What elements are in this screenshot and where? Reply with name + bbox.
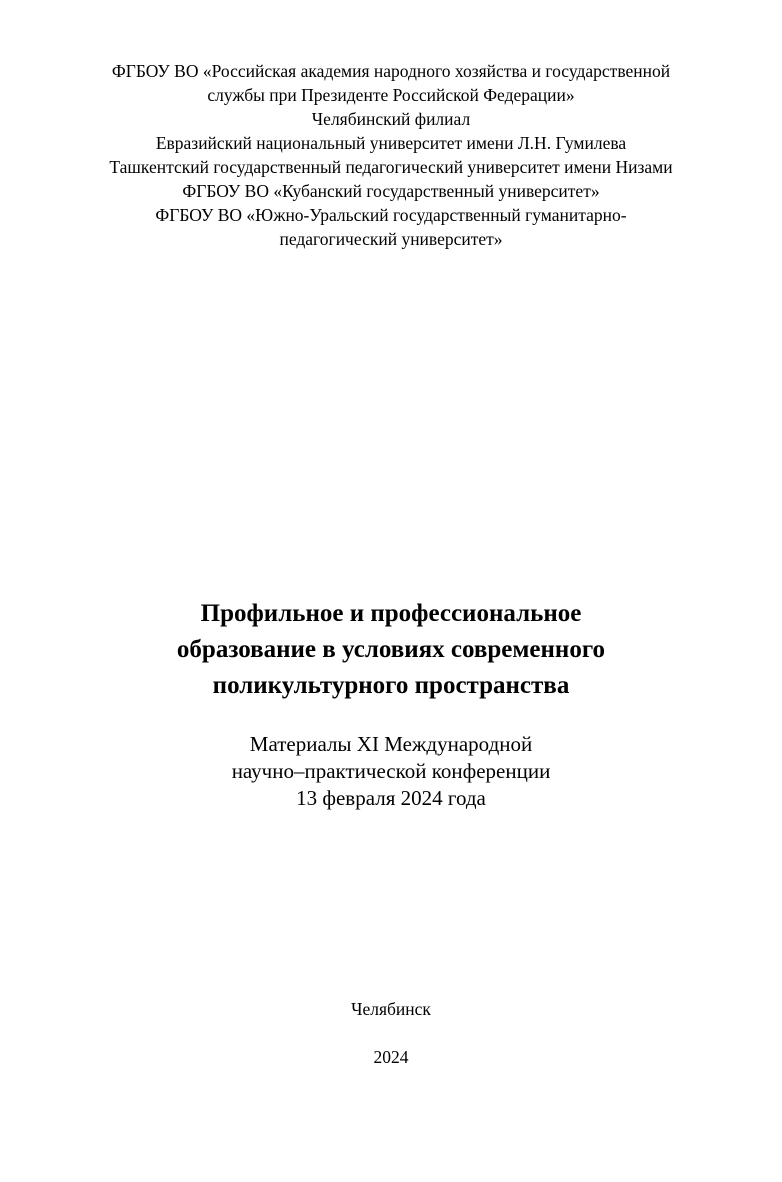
publication-year: 2024 xyxy=(373,1047,409,1067)
organizer-line: ФГБОУ ВО «Кубанский государственный университет» xyxy=(182,181,600,201)
organizer-line: службы при Президенте Российской Федерации» xyxy=(207,85,575,105)
subtitle-line: Материалы XI Международной xyxy=(249,732,533,756)
organizer-line: ФГБОУ ВО «Южно-Уральский государственный гуманитарно- xyxy=(155,205,627,225)
organizer-line: Челябинский филиал xyxy=(311,109,471,129)
title-line: поликультурного пространства xyxy=(212,672,570,699)
title-line: Профильное и профессиональное xyxy=(200,600,582,627)
organizer-line: педагогический университет» xyxy=(279,229,503,249)
conference-info xyxy=(0,731,782,812)
organizer-line: ФГБОУ ВО «Российская академия народного хозяйства и государственной xyxy=(111,61,671,81)
subtitle-line: 13 февраля 2024 года xyxy=(296,786,486,810)
subtitle-line: научно–практической конференции xyxy=(231,759,551,783)
title-line: образование в условиях современного xyxy=(176,636,606,663)
document-title xyxy=(0,596,782,704)
organizer-line: Евразийский национальный университет имени Л.Н. Гумилева xyxy=(155,133,627,153)
publication-city: Челябинск xyxy=(351,999,431,1019)
organizer-line: Ташкентский государственный педагогический университет имени Низами xyxy=(109,157,673,177)
organizers-block xyxy=(0,59,782,251)
